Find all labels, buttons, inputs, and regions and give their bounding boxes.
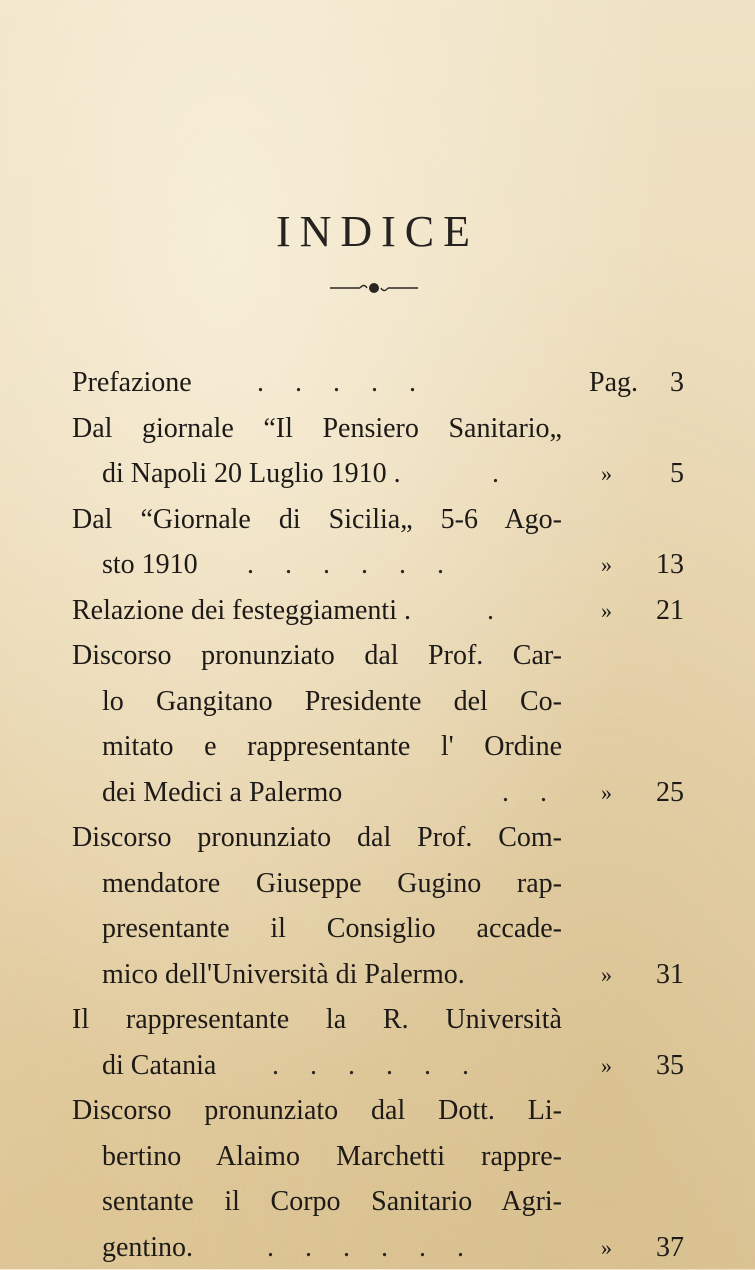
toc-entry (72, 997, 684, 1088)
toc-entry-line: presentante il Consiglio accade- (72, 906, 562, 952)
toc-entry-line: Dal giornale “Il Pensiero Sanitario„ (72, 406, 562, 452)
leader-dots: . . . . . . (272, 1043, 481, 1089)
toc-entry (72, 360, 684, 406)
page-number: 13 (656, 542, 684, 588)
toc-entry-line: mico dell'Università di Palermo. » 31 (72, 952, 684, 998)
toc-entry-line: Dal “Giornale di Sicilia„ 5-6 Ago- (72, 497, 562, 543)
page-number: 35 (656, 1043, 684, 1089)
toc-entry-line: lo Gangitano Presidente del Co- (72, 679, 562, 725)
ditto-mark: » (601, 451, 612, 497)
toc-entry-line: gentino. . . . . . . » 37 (72, 1225, 684, 1270)
page-number: 5 (670, 451, 684, 497)
toc-entry-line: Il rappresentante la R. Università (72, 997, 562, 1043)
toc-entry-line: dei Medici a Palermo . . » 25 (72, 770, 684, 816)
toc-entry-line: Relazione dei festeggiamenti . . » 21 (72, 588, 684, 634)
page-number: 25 (656, 770, 684, 816)
leader-dots: . (492, 451, 511, 497)
page-number: 3 (670, 360, 684, 406)
page-label: Pag. (589, 360, 638, 406)
page-reference (564, 1043, 684, 1089)
toc-entry-line: di Napoli 20 Luglio 1910 . . » 5 (72, 451, 684, 497)
ditto-mark: » (601, 1225, 612, 1270)
page-reference (564, 588, 684, 634)
toc-entry (72, 815, 684, 997)
ditto-mark: » (601, 1043, 612, 1089)
ornament-divider-icon (328, 280, 420, 296)
toc-entry-line: Discorso pronunziato dal Dott. Li- (72, 1088, 562, 1134)
page-reference (564, 451, 684, 497)
toc-entry-line: Discorso pronunziato dal Prof. Car- (72, 633, 562, 679)
leader-dots: . . . . . (257, 360, 428, 406)
toc-entry (72, 633, 684, 815)
toc-entry-line: di Catania . . . . . . » 35 (72, 1043, 684, 1089)
page-reference (564, 542, 684, 588)
toc-entry-line: Discorso pronunziato dal Prof. Com- (72, 815, 562, 861)
toc-entry (72, 497, 684, 588)
ditto-mark: » (601, 588, 612, 634)
page-reference (564, 360, 684, 406)
page-reference (564, 1225, 684, 1270)
ditto-mark: » (601, 542, 612, 588)
page-title: INDICE (0, 206, 755, 257)
toc-entry (72, 1088, 684, 1270)
toc-entry-line: mitato e rappresentante l' Ordine (72, 724, 562, 770)
toc-entry-line: mendatore Giuseppe Gugino rap- (72, 861, 562, 907)
leader-dots: . (487, 588, 506, 634)
ditto-mark: » (601, 952, 612, 998)
leader-dots: . . (502, 770, 559, 816)
page-number: 21 (656, 588, 684, 634)
page-reference (564, 952, 684, 998)
page-number: 31 (656, 952, 684, 998)
page-number: 37 (656, 1225, 684, 1270)
toc-entry-line: sto 1910 . . . . . . » 13 (72, 542, 684, 588)
page-reference (564, 770, 684, 816)
toc-entry-line: Prefazione . . . . . Pag. 3 (72, 360, 684, 406)
leader-dots: . . . . . . (267, 1225, 476, 1270)
toc-entry (72, 406, 684, 497)
leader-dots: . . . . . . (247, 542, 456, 588)
toc-entry (72, 588, 684, 634)
table-of-contents (72, 360, 684, 1270)
toc-entry-line: sentante il Corpo Sanitario Agri- (72, 1179, 562, 1225)
ditto-mark: » (601, 770, 612, 816)
toc-entry-line: bertino Alaimo Marchetti rappre- (72, 1134, 562, 1180)
